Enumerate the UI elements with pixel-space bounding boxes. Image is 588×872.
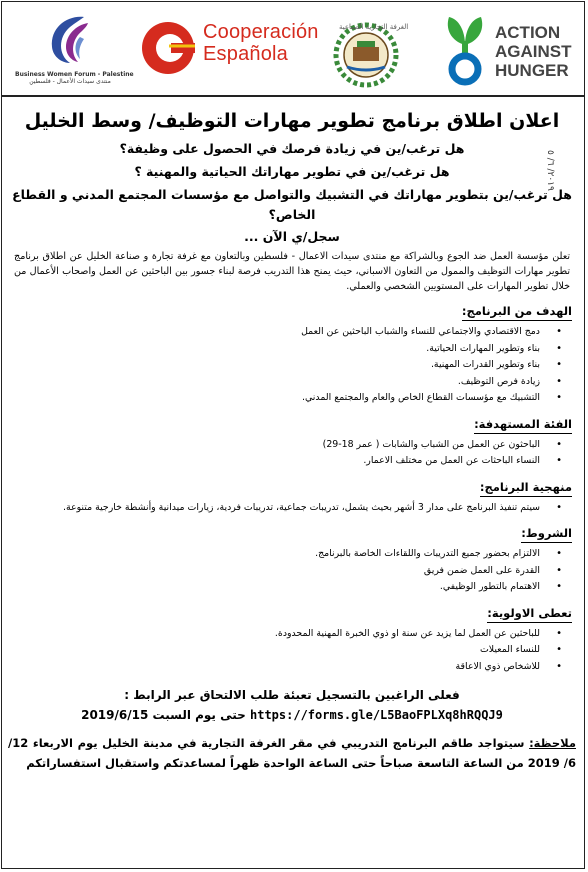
- announcement-body: [8, 98, 576, 773]
- list-item: • الباحثون عن العمل من الشباب والشابات ( عمر 18-29): [8, 437, 540, 454]
- registration-footer: [8, 685, 576, 725]
- action-against-hunger-logo: [441, 11, 581, 91]
- registration-deadline: حتى يوم السبت 2019/6/15: [81, 708, 246, 722]
- list-item: • بناء وتطوير القدرات المهنية.: [8, 357, 540, 374]
- aah-line-action: ACTION: [495, 23, 561, 42]
- cooperacion-emblem-icon: [139, 19, 197, 77]
- espanola-text: Española: [203, 43, 288, 65]
- announcement-title: اعلان اطلاق برنامج تطوير مهارات التوظيف/ وسط الخليل: [24, 110, 560, 132]
- registration-instruction: فعلى الراغبين بالتسجيل تعبئة طلب الالتحاق عبر الرابط :: [124, 688, 460, 702]
- chamber-name: الغرفة التجارية الصناعية: [339, 23, 409, 31]
- section-priority-title: تعطى الاولوية:: [487, 604, 572, 623]
- section-goal-title: الهدف من البرنامج:: [462, 302, 572, 321]
- list-item: • الاهتمام بالتطور الوظيفي.: [8, 579, 540, 596]
- note-paragraph: [8, 733, 576, 773]
- question-2: هل ترغب/ين في تطوير مهاراتك الحياتية والمهنية ؟: [134, 164, 450, 179]
- priority-list: [8, 626, 540, 676]
- section-conditions: [8, 522, 576, 596]
- method-list: [8, 500, 540, 517]
- list-item: • دمج الاقتصادي والاجتماعي للنساء والشباب الباحثين عن العمل: [8, 324, 540, 341]
- note-label: ملاحظة:: [529, 736, 576, 750]
- question-3: هل ترغب/ين بتطوير مهاراتك في التشبيك والتواصل مع مؤسسات المجتمع المدني و القطاع الخاص؟: [12, 187, 572, 222]
- list-item: • النساء الباحثات عن العمل من مختلف الاعمار.: [8, 453, 540, 470]
- note-text: سيتواجد طاقم البرنامج التدريبي في مقر الغرفة التجارية في مدينة الخليل يوم الاربعاء 12/ 6/ 2019 من الساعة التاسعة صباحاً حتى الساعة الواحدة ظهراً لمساعدتكم واستقبال استفساراتكم: [8, 736, 576, 770]
- bwf-name-en: Business Women Forum - Palestine: [15, 71, 134, 78]
- cooperacion-espanola-logo: [139, 19, 319, 81]
- list-item: • بناء وتطوير المهارات الحياتية.: [8, 341, 540, 358]
- target-list: [8, 437, 540, 470]
- registration-link-line: [8, 705, 576, 725]
- list-item: • القدرة على العمل ضمن فريق: [8, 563, 540, 580]
- bwf-logo: [15, 9, 134, 95]
- section-goal: [8, 300, 576, 407]
- section-method: [8, 476, 576, 517]
- reference-date: ٢٠١٩/ ٦/ ٥: [545, 150, 555, 191]
- question-1: هل ترغب/ين في زيادة فرصك في الحصول على وظيفة؟: [119, 141, 465, 156]
- cooperacion-text: Cooperación: [203, 21, 319, 43]
- logo-bar: [1, 1, 585, 97]
- aah-line-hunger: HUNGER: [495, 61, 569, 80]
- hebron-chamber-logo: [327, 9, 417, 95]
- section-target: [8, 413, 576, 470]
- section-method-title: منهجية البرنامج:: [480, 478, 572, 497]
- list-item: • الالتزام بحضور جميع التدريبات واللقاءات الخاصة بالبرنامج.: [8, 546, 540, 563]
- intro-paragraph: تعلن مؤسسة العمل ضد الجوع وبالشراكة مع منتدى سيدات الاعمال - فلسطين وبالتعاون مع غرفة تجارة و صناعة الخليل عن اطلاق برنامج تطوير مهارات التوظيف والممول من التعاون الاسباني، حيث يمنح هذا التدريب فرصة لبناء جسور بين الباحثين عن العمل واصحاب الأعمال من خلال تطوير المهارات على المستويين الشخصي والعملي.: [14, 251, 570, 292]
- register-now: سجل/ي الآن ...: [244, 229, 340, 244]
- list-item: • زيادة فرص التوظيف.: [8, 374, 540, 391]
- list-item: • سيتم تنفيذ البرنامج على مدار 3 أشهر بحيث يشمل، تدريبات جماعية، تدريبات فردية، زيارات ميدانية وأنشطة خارجية متنوعة.: [8, 500, 540, 517]
- section-conditions-title: الشروط:: [521, 524, 572, 543]
- list-item: • التشبيك مع مؤسسات القطاع الخاص والعام والمجتمع المدني.: [8, 390, 540, 407]
- conditions-list: [8, 546, 540, 596]
- bwf-emblem-icon: [40, 9, 100, 69]
- section-target-title: الفئة المستهدفة:: [474, 415, 572, 434]
- goal-list: [8, 324, 540, 407]
- aah-emblem-icon: [441, 11, 489, 87]
- list-item: • للنساء المعيلات: [8, 642, 540, 659]
- aah-line-against: AGAINST: [495, 42, 572, 61]
- bwf-name-ar: منتدى سيدات الأعمال - فلسطين: [29, 78, 111, 85]
- section-priority: [8, 602, 576, 676]
- registration-link[interactable]: https://forms.gle/L5BaoFPLXq8hRQQJ9: [250, 708, 503, 722]
- list-item: • للباحثين عن العمل لما يزيد عن سنة او ذوي الخبرة المهنية المحدودة.: [8, 626, 540, 643]
- list-item: • للاشخاص ذوي الاعاقة: [8, 659, 540, 676]
